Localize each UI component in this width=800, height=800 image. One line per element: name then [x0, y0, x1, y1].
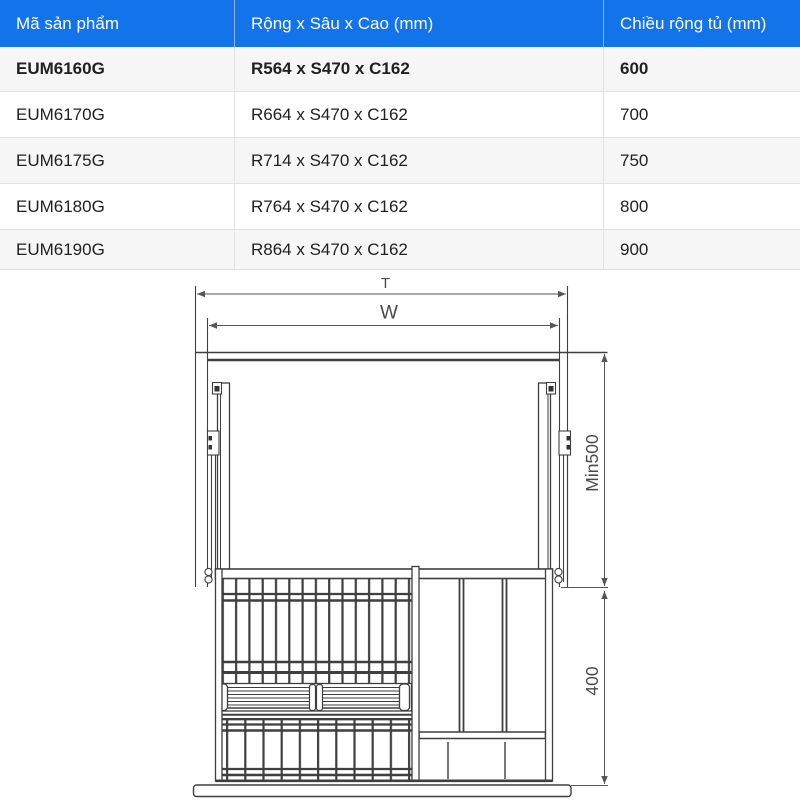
dim-label-lower-height: 400	[582, 666, 602, 696]
dim-label-inner-width: W	[380, 302, 398, 324]
product-code: EUM6175G	[16, 150, 105, 170]
product-dimensions: R664 x S470 x C162	[234, 92, 603, 137]
product-code: EUM6180G	[16, 196, 105, 216]
dim-label-overall-width: T	[380, 275, 391, 292]
cabinet-width: 750	[603, 138, 800, 183]
product-dimensions: R764 x S470 x C162	[234, 184, 603, 229]
col-header-dimensions: Rộng x Sâu x Cao (mm)	[234, 0, 603, 47]
cabinet-width: 900	[603, 230, 800, 269]
left-slide-rail	[205, 383, 230, 584]
cabinet-width: 700	[603, 92, 800, 137]
product-dimensions: R864 x S470 x C162	[234, 230, 603, 269]
product-code: EUM6190G	[16, 239, 105, 259]
cabinet-width: 600	[603, 47, 800, 91]
product-dimensions: R714 x S470 x C162	[234, 138, 603, 183]
cabinet-width: 800	[603, 184, 800, 229]
left-basket-grid	[216, 579, 412, 781]
right-slide-rail	[539, 383, 571, 584]
product-code: EUM6160G	[16, 59, 105, 78]
right-divider-panels	[419, 579, 546, 780]
product-dimensions: R564 x S470 x C162	[234, 47, 603, 91]
product-code: EUM6170G	[16, 104, 105, 124]
col-header-product-code: Mã sản phẩm	[16, 13, 119, 33]
col-header-cabinet-width: Chiều rộng tủ (mm)	[603, 0, 800, 47]
base-plate	[194, 785, 572, 797]
dim-label-min-height: Min500	[582, 434, 602, 492]
tray	[217, 684, 412, 712]
